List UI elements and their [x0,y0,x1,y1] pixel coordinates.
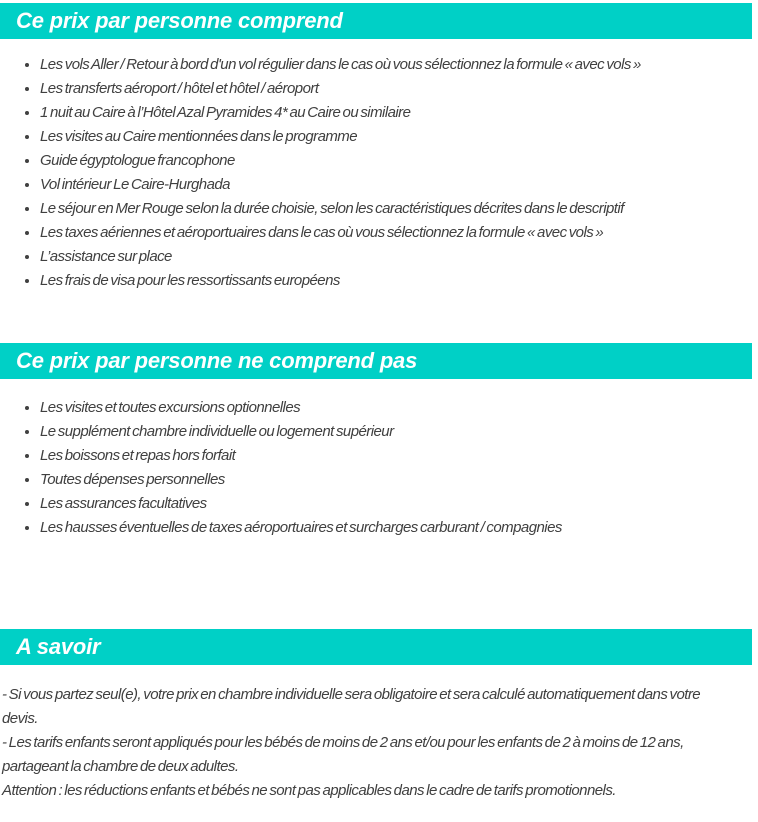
price-includes-list [0,53,752,293]
paragraph-line: devis. [2,710,38,727]
paragraph-line: partageant la chambre de deux adultes. [2,758,239,775]
section-title-to-know: A savoir [16,634,101,659]
list-item: • Le supplément chambre individuelle ou logement supérieur [40,420,752,444]
list-item: • Les vols Aller / Retour à bord d'un vol régulier dans le cas où vous sélectionnez la formule « avec vols » [40,53,752,77]
paragraph-line: - Si vous partez seul(e), votre prix en chambre individuelle sera obligatoire et sera calculé automatiquement dans votre [2,686,701,703]
price-excludes-list [0,396,752,540]
paragraph-line: - Les tarifs enfants seront appliqués pour les bébés de moins de 2 ans et/ou pour les enfants de 2 à moins de 12 ans, [2,734,684,751]
list-item: • Vol intérieur Le Caire-Hurghada [40,173,752,197]
section-title-price-excludes: Ce prix par personne ne comprend pas [16,348,418,373]
list-item: • Le séjour en Mer Rouge selon la durée choisie, selon les caractéristiques décrites dans le descriptif [40,197,752,221]
section-header-price-includes [0,3,752,39]
section-header-to-know [0,629,752,665]
list-item: • Guide égyptologue francophone [40,149,752,173]
to-know-text [2,683,754,803]
list-item: • Les visites et toutes excursions optionnelles [40,396,752,420]
section-header-price-excludes [0,343,752,379]
list-item: • 1 nuit au Caire à l’Hôtel Azal Pyramides 4* au Caire ou similaire [40,101,752,125]
list-item: • Les boissons et repas hors forfait [40,444,752,468]
list-item: • Les frais de visa pour les ressortissants européens [40,269,752,293]
list-item: • Les transferts aéroport / hôtel et hôtel / aéroport [40,77,752,101]
paragraph-line: Attention : les réductions enfants et bébés ne sont pas applicables dans le cadre de tarifs promotionnels. [2,782,616,799]
list-item: • Toutes dépenses personnelles [40,468,752,492]
list-item: • Les visites au Caire mentionnées dans le programme [40,125,752,149]
section-title-price-includes: Ce prix par personne comprend [16,8,343,33]
list-item: • Les hausses éventuelles de taxes aéroportuaires et surcharges carburant / compagnies [40,516,752,540]
list-item: • L’assistance sur place [40,245,752,269]
list-item: • Les taxes aériennes et aéroportuaires dans le cas où vous sélectionnez la formule « avec vols » [40,221,752,245]
list-item: • Les assurances facultatives [40,492,752,516]
